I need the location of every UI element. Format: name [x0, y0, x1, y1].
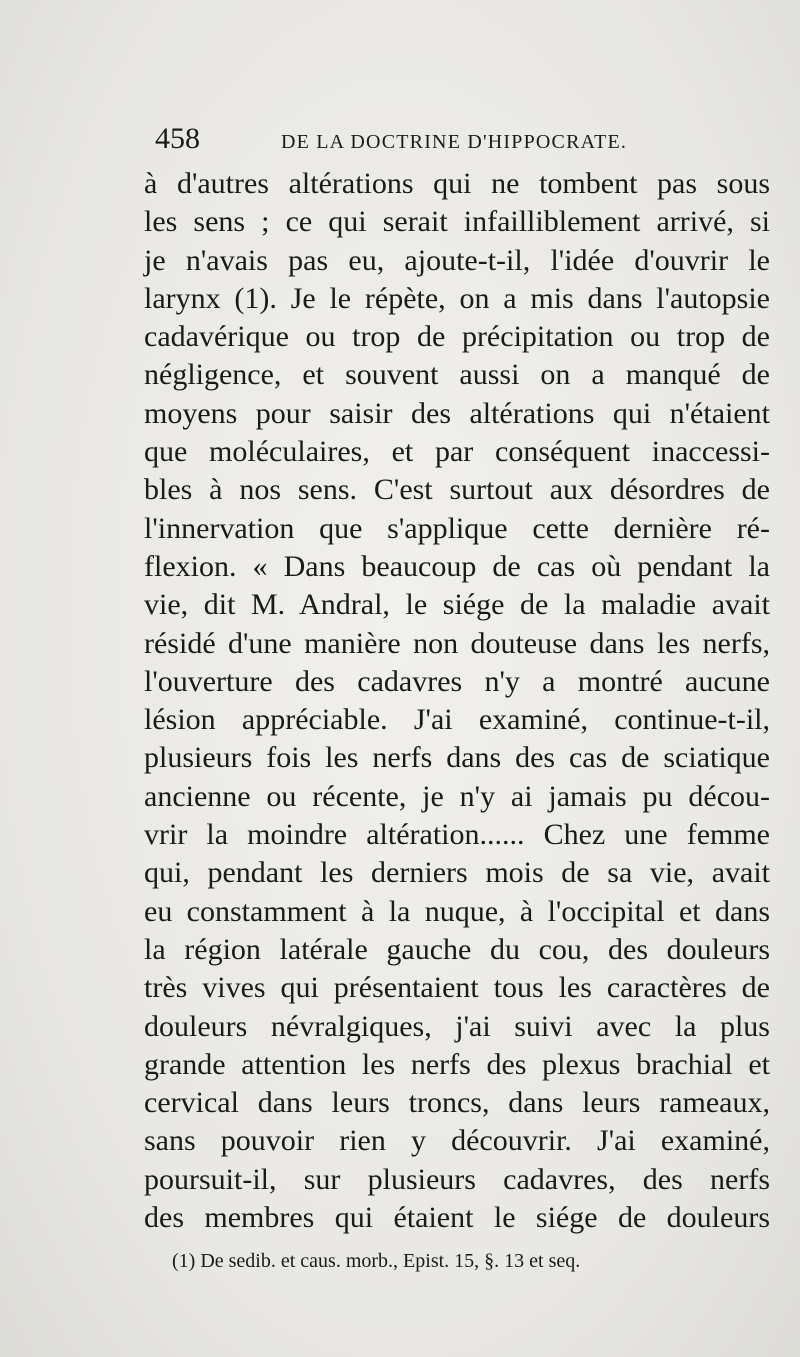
text-line: larynx (1). Je le répète, on a mis dans l'autopsie [144, 281, 770, 315]
text-line: poursuit-il, sur plusieurs cadavres, des nerfs [144, 1162, 770, 1196]
body-text [144, 165, 770, 1237]
text-line: ancienne ou récente, je n'y ai jamais pu décou- [144, 779, 770, 813]
text-line: la région latérale gauche du cou, des douleurs [144, 932, 770, 966]
text-line: cervical dans leurs troncs, dans leurs rameaux, [144, 1086, 770, 1120]
text-line: qui, pendant les derniers mois de sa vie, avait [144, 856, 770, 890]
text-line: bles à nos sens. C'est surtout aux désordres de [144, 473, 770, 507]
text-line: grande attention les nerfs des plexus brachial et [144, 1047, 770, 1081]
text-line: les sens ; ce qui serait infailliblement arrivé, si [144, 205, 770, 239]
text-line: douleurs névralgiques, j'ai suivi avec la plus [144, 1009, 770, 1043]
text-line: sans pouvoir rien y découvrir. J'ai examiné, [144, 1124, 770, 1158]
text-line: très vives qui présentaient tous les caractères de [144, 971, 770, 1005]
text-line: je n'avais pas eu, ajoute-t-il, l'idée d'ouvrir le [144, 243, 770, 277]
text-line: flexion. « Dans beaucoup de cas où pendant la [144, 549, 770, 583]
text-line: résidé d'une manière non douteuse dans les nerfs, [144, 626, 770, 660]
footnote: (1) De sedib. et caus. morb., Epist. 15, §. 13 et seq. [172, 1250, 581, 1272]
page-number: 458 [155, 122, 200, 155]
text-line: l'innervation que s'applique cette dernière ré- [144, 511, 770, 545]
text-line: que moléculaires, et par conséquent inaccessi- [144, 435, 770, 469]
running-head: DE LA DOCTRINE D'HIPPOCRATE. [281, 131, 628, 153]
text-line: à d'autres altérations qui ne tombent pas sous [144, 167, 770, 200]
text-line: négligence, et souvent aussi on a manqué de [144, 358, 770, 392]
text-line: vrir la moindre altération...... Chez une femme [144, 818, 770, 852]
text-line: cadavérique ou trop de précipitation ou trop de [144, 320, 770, 354]
text-line: des membres qui étaient le siége de douleurs [144, 1201, 770, 1235]
text-line: vie, dit M. Andral, le siége de la maladie avait [144, 588, 770, 622]
text-line: lésion appréciable. J'ai examiné, continue-t-il, [144, 703, 770, 737]
text-line: l'ouverture des cadavres n'y a montré aucune [144, 664, 770, 698]
text-line: eu constamment à la nuque, à l'occipital et dans [144, 894, 770, 928]
text-line: plusieurs fois les nerfs dans des cas de sciatique [144, 741, 770, 775]
text-line: moyens pour saisir des altérations qui n'étaient [144, 396, 770, 430]
page-header [155, 122, 665, 162]
